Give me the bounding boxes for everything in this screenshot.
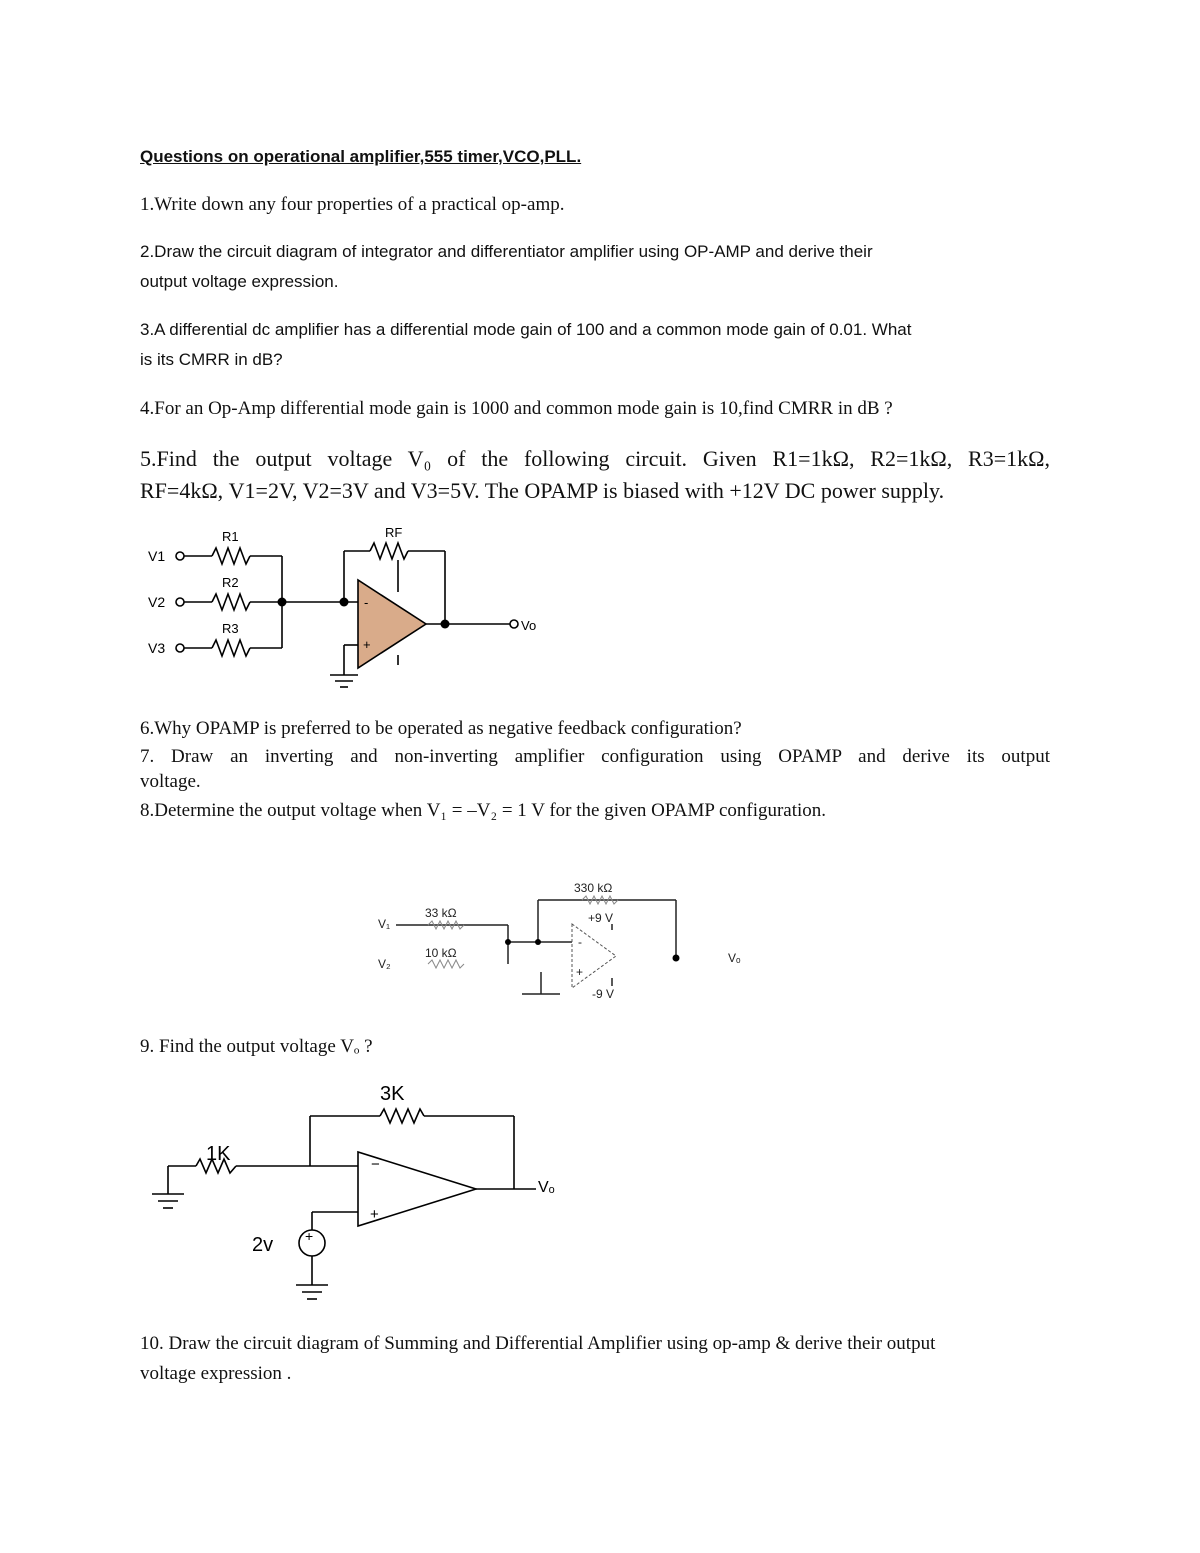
- label-v2: V₂: [378, 957, 391, 971]
- question-5-line-1: 5.Find the output voltage V₀ of the following circuit. Given R1=1kΩ, R2=1kΩ, R3=1kΩ,: [140, 446, 1050, 471]
- resistor-3k: [380, 1109, 424, 1123]
- label-v3: V3: [148, 640, 166, 656]
- label-v2: V2: [148, 594, 166, 610]
- question-1: 1.Write down any four properties of a practical op-amp.: [140, 194, 565, 215]
- question-6: 6.Why OPAMP is preferred to be operated as negative feedback configuration?: [140, 718, 742, 739]
- question-9: 9. Find the output voltage Vₒ ?: [140, 1036, 373, 1057]
- label-v1: V1: [148, 548, 166, 564]
- label-plus: +: [370, 1206, 379, 1223]
- label-1k: 1K: [206, 1143, 231, 1165]
- label-v1: V₁: [378, 917, 391, 931]
- label-3k: 3K: [380, 1083, 405, 1105]
- label-rf: RF: [385, 525, 403, 540]
- label-source-plus: +: [305, 1228, 314, 1244]
- page-title: Questions on operational amplifier,555 timer,VCO,PLL.: [140, 147, 582, 166]
- question-7-line-2: voltage.: [140, 771, 201, 792]
- label-minus: -: [578, 935, 582, 949]
- label-plus: +: [363, 637, 371, 652]
- label-r1: R1: [222, 529, 239, 544]
- question-10-line-1: 10. Draw the circuit diagram of Summing and Differential Amplifier using op-amp & derive their output: [140, 1333, 936, 1354]
- question-10-line-2: voltage expression .: [140, 1363, 292, 1384]
- label-2v: 2v: [252, 1234, 274, 1256]
- question-8: 8.Determine the output voltage when V₁ = –V₂ = 1 V for the given OPAMP configuration.: [140, 800, 827, 821]
- label-vo: Vₒ: [728, 951, 741, 965]
- question-3-line-1: 3.A differential dc amplifier has a differential mode gain of 100 and a common mode gain of 0.01. What: [140, 320, 912, 339]
- question-3-line-2: is its CMRR in dB?: [140, 350, 283, 369]
- question-2-line-2: output voltage expression.: [140, 272, 339, 291]
- question-2-line-1: 2.Draw the circuit diagram of integrator and differentiator amplifier using OP-AMP and derive their: [140, 242, 873, 261]
- label-10k: 10 kΩ: [425, 946, 457, 960]
- question-7-line-1: 7. Draw an inverting and non-inverting amplifier configuration using OPAMP and derive its output: [140, 746, 1050, 767]
- label-33k: 33 kΩ: [425, 906, 457, 920]
- label-plus: +: [576, 965, 584, 979]
- label-r3: R3: [222, 621, 239, 636]
- label-minus: −: [371, 1156, 380, 1173]
- question-4: 4.For an Op-Amp differential mode gain is 1000 and common mode gain is 10,find CMRR in dB ?: [140, 398, 893, 419]
- label-330k: 330 kΩ: [574, 881, 613, 895]
- question-5-line-2: RF=4kΩ, V1=2V, V2=3V and V3=5V. The OPAMP is biased with +12V DC power supply.: [140, 478, 945, 503]
- label-minus-9v: -9 V: [592, 987, 615, 1001]
- label-plus-9v: +9 V: [588, 911, 614, 925]
- label-vo: Vₒ: [538, 1179, 555, 1196]
- label-vo: Vo: [521, 618, 537, 633]
- label-r2: R2: [222, 575, 239, 590]
- label-minus: -: [364, 595, 369, 610]
